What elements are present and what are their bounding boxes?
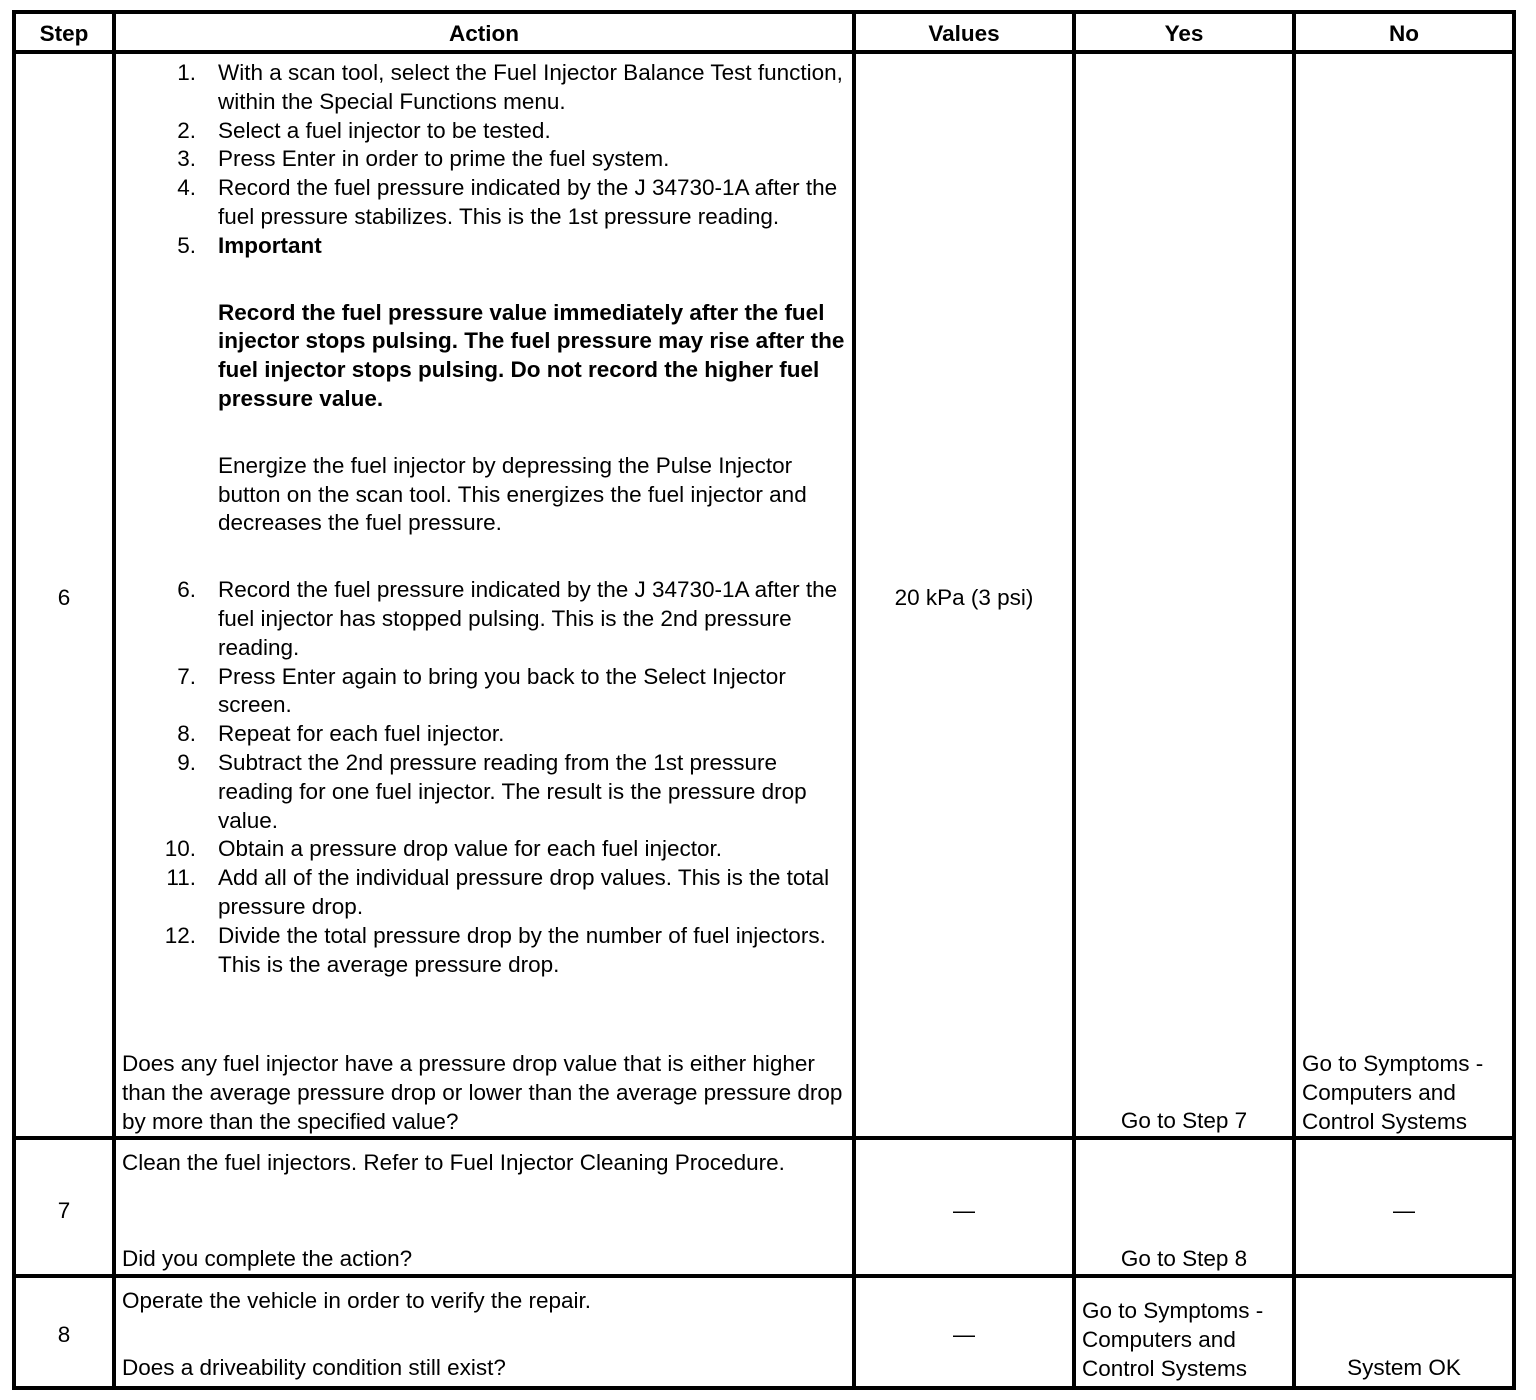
- column-divider: [852, 14, 856, 1386]
- list-item: 3. Press Enter in order to prime the fuel system.: [177, 146, 670, 172]
- procedure-list: [116, 59, 852, 979]
- row-divider: [16, 1136, 1512, 1140]
- diagnostic-table: [12, 10, 1516, 1390]
- action-text: Operate the vehicle in order to verify the repair.: [122, 1288, 591, 1313]
- no-result: System OK: [1347, 1355, 1461, 1380]
- list-item: 4. Record the fuel pressure indicated by the J 34730-1A after the fuel pressure stabilizes. This is the 1st pressure reading.: [177, 175, 838, 229]
- list-item: 10. Obtain a pressure drop value for each fuel injector.: [164, 836, 723, 862]
- important-label: Important: [218, 232, 322, 258]
- energize-note: Energize the fuel injector by depressing the Pulse Injector button on the scan tool. This energizes the fuel injector and decreases the fuel pressure.: [218, 452, 807, 536]
- column-divider: [1072, 14, 1076, 1386]
- step-number: 8: [57, 1322, 71, 1347]
- list-item: 8. Repeat for each fuel injector.: [177, 721, 505, 747]
- no-result: —: [1393, 1198, 1415, 1223]
- no-result: Go to Symptoms - Computers and Control Systems: [1302, 1051, 1484, 1134]
- list-item: 6. Record the fuel pressure indicated by the J 34730-1A after the fuel injector has stopped pulsing. This is the 2nd pressure reading.: [177, 577, 838, 660]
- step-number: 7: [57, 1198, 71, 1223]
- important-note: Record the fuel pressure value immediately after the fuel injector stops pulsing. The fuel pressure may rise after the fuel injector stops pulsing. Do not record the higher fuel pressure value.: [218, 299, 845, 411]
- list-item: 7. Press Enter again to bring you back to the Select Injector screen.: [177, 663, 786, 718]
- question-text: Did you complete the action?: [122, 1246, 413, 1271]
- question-text: Does a driveability condition still exist?: [122, 1355, 506, 1380]
- header-yes: Yes: [1164, 21, 1204, 46]
- yes-result: Go to Step 8: [1120, 1246, 1248, 1271]
- header-no: No: [1389, 21, 1419, 46]
- list-item: 11. Add all of the individual pressure drop values. This is the total pressure drop.: [166, 865, 830, 919]
- header-action: Action: [449, 21, 519, 46]
- list-item: 1. With a scan tool, select the Fuel Injector Balance Test function, within the Special Functions menu.: [177, 60, 843, 114]
- yes-result: Go to Step 7: [1120, 1108, 1248, 1133]
- list-item: 2. Select a fuel injector to be tested.: [177, 117, 551, 143]
- question-text: Does any fuel injector have a pressure drop value that is either higher than the average pressure drop or lower than the average pressure drop by more than the specified value?: [122, 1051, 843, 1134]
- spec-value: —: [953, 1322, 975, 1347]
- spec-value: —: [953, 1198, 975, 1223]
- step-number: 6: [57, 585, 71, 610]
- action-text: Clean the fuel injectors. Refer to Fuel Injector Cleaning Procedure.: [122, 1150, 785, 1175]
- spec-value: 20 kPa (3 psi): [894, 585, 1034, 610]
- action-cell: [116, 59, 852, 979]
- row-divider: [16, 50, 1512, 54]
- header-step: Step: [39, 21, 89, 46]
- list-item: 9. Subtract the 2nd pressure reading from the 1st pressure reading for one fuel injector. The result is the pressure drop value.: [177, 749, 807, 833]
- list-item: 5. Important Record the fuel pressure value immediately after the fuel injector stops pulsing. The fuel pressure may rise after the fuel injector stops pulsing. Do not record the higher fuel pressure value. Energize the fuel injector by depressing the Pulse Injector button on the scan tool. This energizes the fuel injector and decreases the fuel pressure.: [116, 232, 852, 576]
- column-divider: [1292, 14, 1296, 1386]
- yes-result: Go to Symptoms - Computers and Control Systems: [1082, 1298, 1264, 1381]
- row-divider: [16, 1274, 1512, 1278]
- header-values: Values: [928, 21, 1000, 46]
- list-item: 12. Divide the total pressure drop by the number of fuel injectors. This is the average pressure drop.: [164, 922, 826, 977]
